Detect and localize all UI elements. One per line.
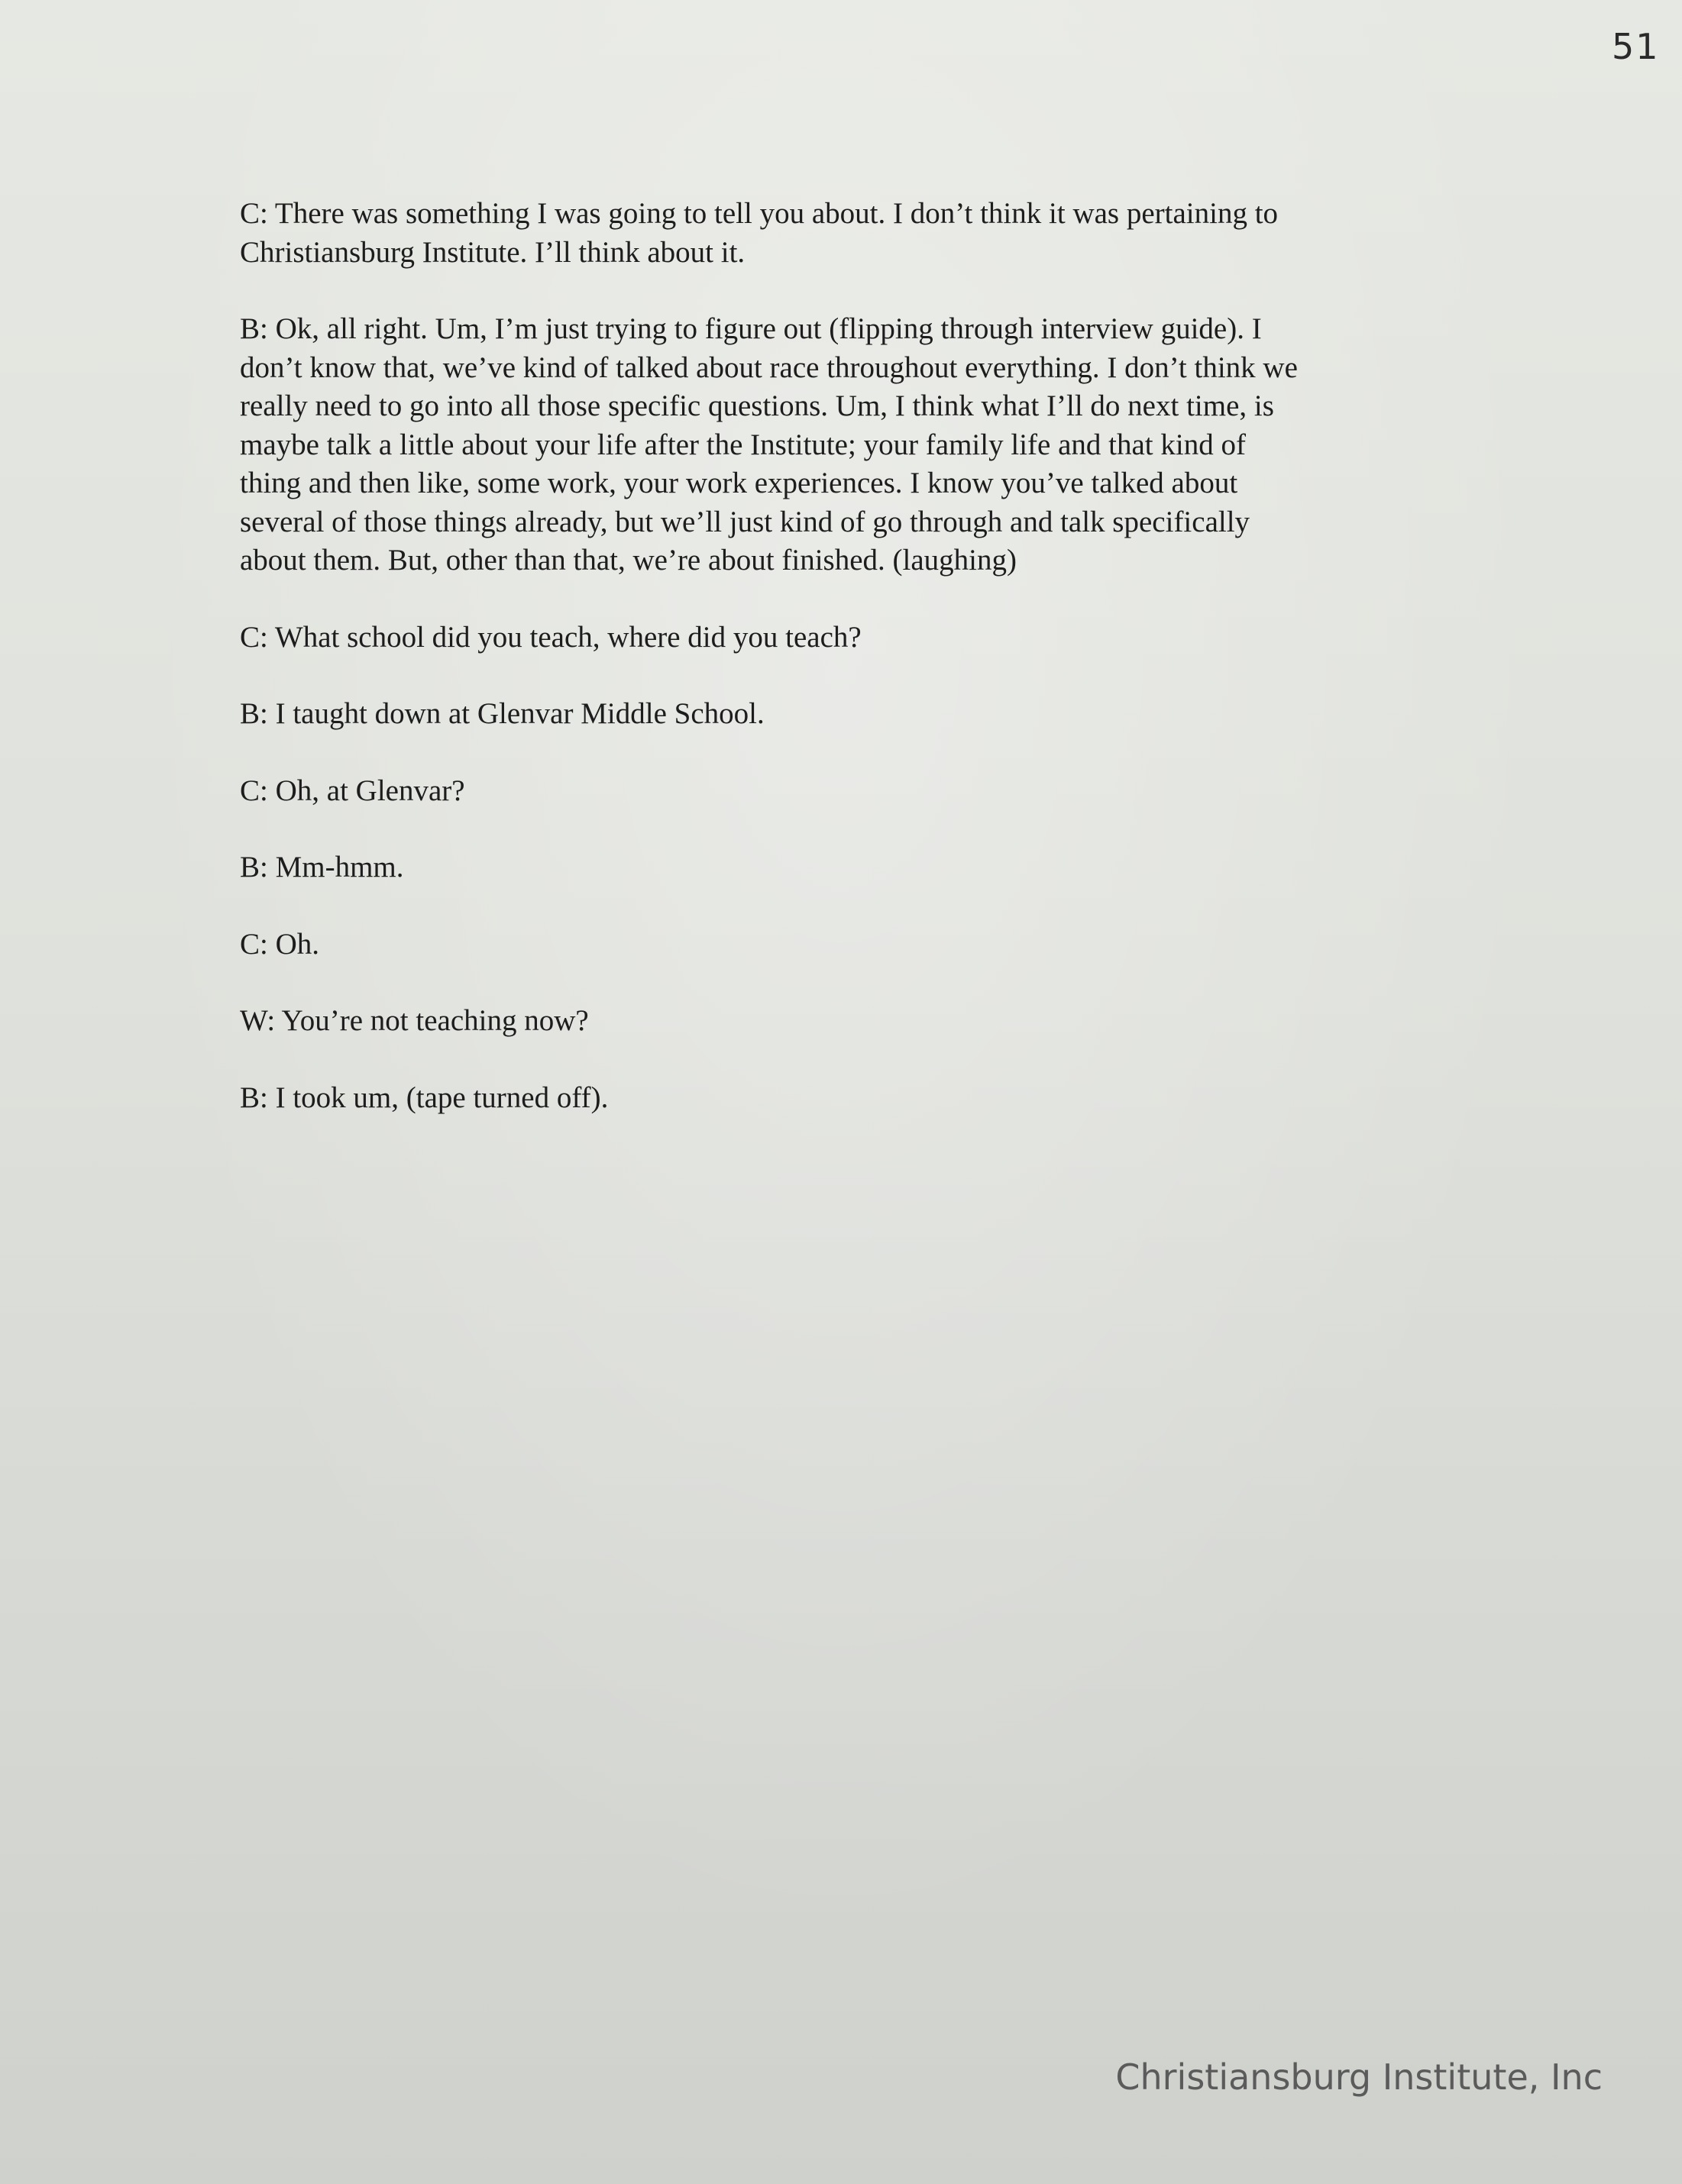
transcript-paragraph bbox=[240, 695, 1447, 734]
transcript-paragraph bbox=[240, 848, 1447, 887]
transcript-line: Christiansburg Institute. I’ll think about it. bbox=[240, 235, 746, 269]
transcript-paragraph bbox=[240, 1002, 1447, 1041]
transcript-line: several of those things already, but we’ll just kind of go through and talk specifically bbox=[240, 505, 1250, 538]
transcript-paragraph bbox=[240, 619, 1447, 657]
transcript-body bbox=[240, 195, 1447, 1155]
transcript-paragraph bbox=[240, 772, 1447, 811]
watermark-text: Christiansburg Institute, Inc bbox=[1115, 2056, 1603, 2098]
transcript-line: B: Mm-hmm. bbox=[240, 851, 404, 884]
transcript-line: C: What school did you teach, where did you teach? bbox=[240, 620, 862, 654]
transcript-line: C: Oh, at Glenvar? bbox=[240, 774, 465, 807]
transcript-line: C: Oh. bbox=[240, 927, 320, 961]
transcript-paragraph bbox=[240, 926, 1447, 964]
transcript-line: W: You’re not teaching now? bbox=[240, 1004, 589, 1037]
transcript-line: B: I taught down at Glenvar Middle School. bbox=[240, 697, 765, 730]
transcript-line: don’t know that, we’ve kind of talked about race throughout everything. I don’t think we bbox=[240, 351, 1298, 384]
transcript-paragraph bbox=[240, 1079, 1447, 1118]
transcript-line: B: Ok, all right. Um, I’m just trying to figure out (flipping through interview guide). I bbox=[240, 312, 1262, 345]
handwritten-page-number: 51 bbox=[1612, 26, 1660, 67]
transcript-line: maybe talk a little about your life after the Institute; your family life and that kind of bbox=[240, 428, 1246, 461]
transcript-paragraph bbox=[240, 195, 1447, 272]
transcript-line: thing and then like, some work, your work experiences. I know you’ve talked about bbox=[240, 467, 1238, 499]
transcript-line: C: There was something I was going to tell you about. I don’t think it was pertaining to bbox=[240, 197, 1279, 230]
transcript-line: really need to go into all those specific questions. Um, I think what I’ll do next time, is bbox=[240, 389, 1274, 422]
transcript-line: B: I took um, (tape turned off). bbox=[240, 1081, 609, 1114]
transcript-line: about them. But, other than that, we’re about finished. (laughing) bbox=[240, 544, 1017, 577]
transcript-paragraph bbox=[240, 310, 1447, 580]
